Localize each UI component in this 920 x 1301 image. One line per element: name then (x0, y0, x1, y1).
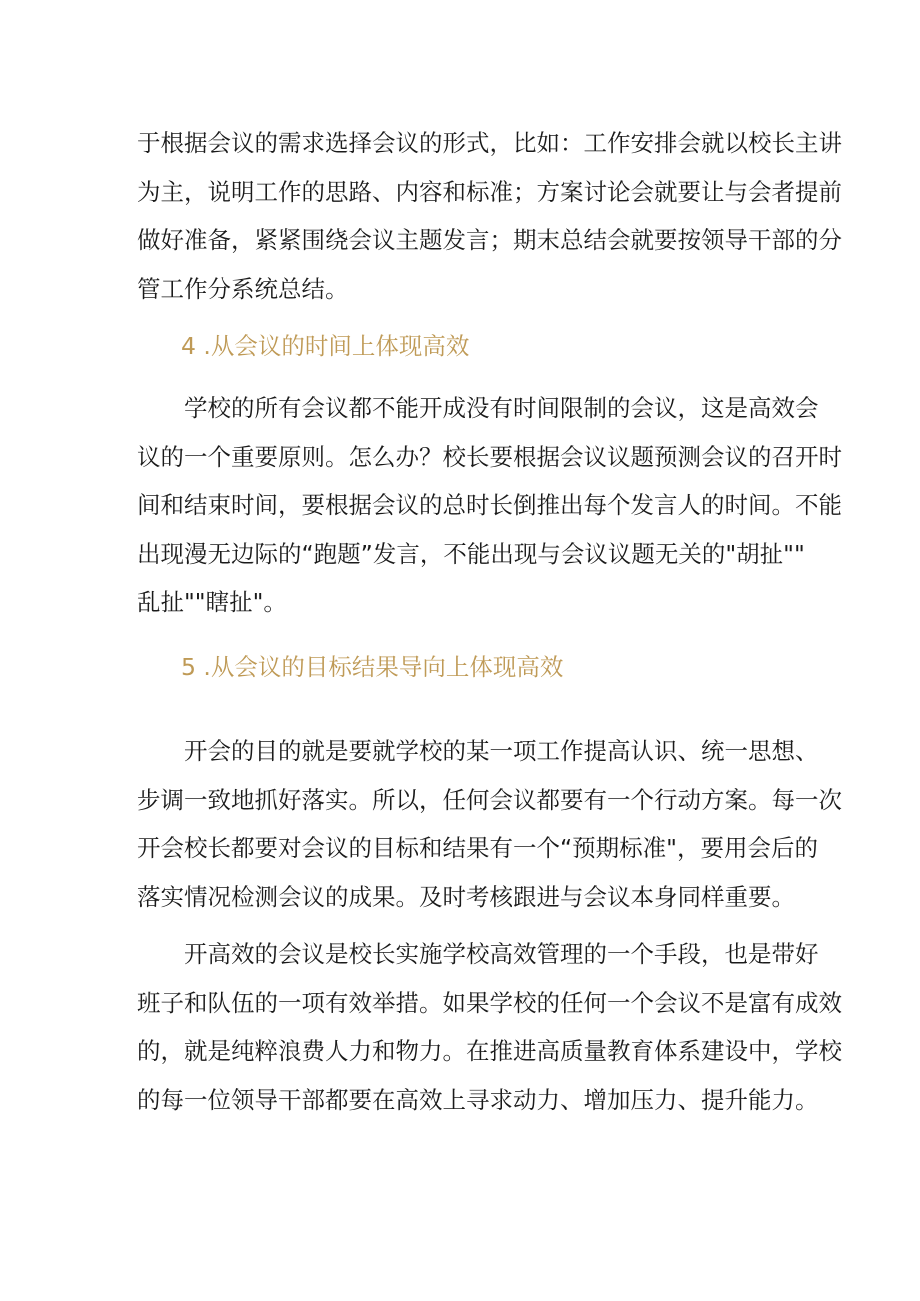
text-line: 议的一个重要原则。怎么办？校长要根据会议议题预测会议的召开时 (137, 442, 842, 471)
text-line: 管工作分系统总结。 (137, 274, 349, 303)
text-line: 开会校长都要对会议的目标和结果有一个“预期标准"，要用会后的 (137, 834, 818, 862)
text-line: 出现漫无边际的“跑题”发言，不能出现与会议议题无关的"胡扯"" (137, 539, 805, 568)
paragraph-goal-orientation (137, 727, 842, 921)
text-line: 做好准备，紧紧围绕会议主题发言；期末总结会就要按领导干部的分 (137, 226, 842, 254)
section-heading-goal: 5 .从会议的目标结果导向上体现高效 (181, 653, 564, 681)
text-line: 学校的所有会议都不能开成没有时间限制的会议，这是高效会 (184, 394, 819, 422)
text-line: 间和结束时间，要根据会议的总时长倒推出每个发言人的时间。不能 (137, 491, 842, 519)
text-line: 于根据会议的需求选择会议的形式，比如：工作安排会就以校长主讲 (137, 129, 842, 157)
text-line: 开会的目的就是要就学校的某一项工作提高认识、统一思想、 (184, 737, 819, 765)
text-line: 为主，说明工作的思路、内容和标准；方案讨论会就要让与会者提前 (137, 177, 842, 206)
text-line: 班子和队伍的一项有效举措。如果学校的任何一个会议不是富有成效 (137, 988, 842, 1017)
paragraph-meeting-format (137, 119, 842, 313)
text-line: 乱扯""瞎扯"。 (137, 588, 287, 616)
text-line: 开高效的会议是校长实施学校高效管理的一个手段，也是带好 (184, 940, 819, 968)
text-line: 步调一致地抓好落实。所以，任何会议都要有一个行动方案。每一次 (137, 785, 842, 814)
text-line: 的，就是纯粹浪费人力和物力。在推进高质量教育体系建设中，学校 (137, 1037, 842, 1065)
paragraph-time-efficiency (137, 384, 842, 627)
section-heading-time: 4 .从会议的时间上体现高效 (181, 332, 470, 360)
paragraph-conclusion (137, 930, 842, 1124)
text-line: 落实情况检测会议的成果。及时考核跟进与会议本身同样重要。 (137, 882, 795, 911)
text-line: 的每一位领导干部都要在高效上寻求动力、增加压力、提升能力。 (137, 1085, 819, 1114)
